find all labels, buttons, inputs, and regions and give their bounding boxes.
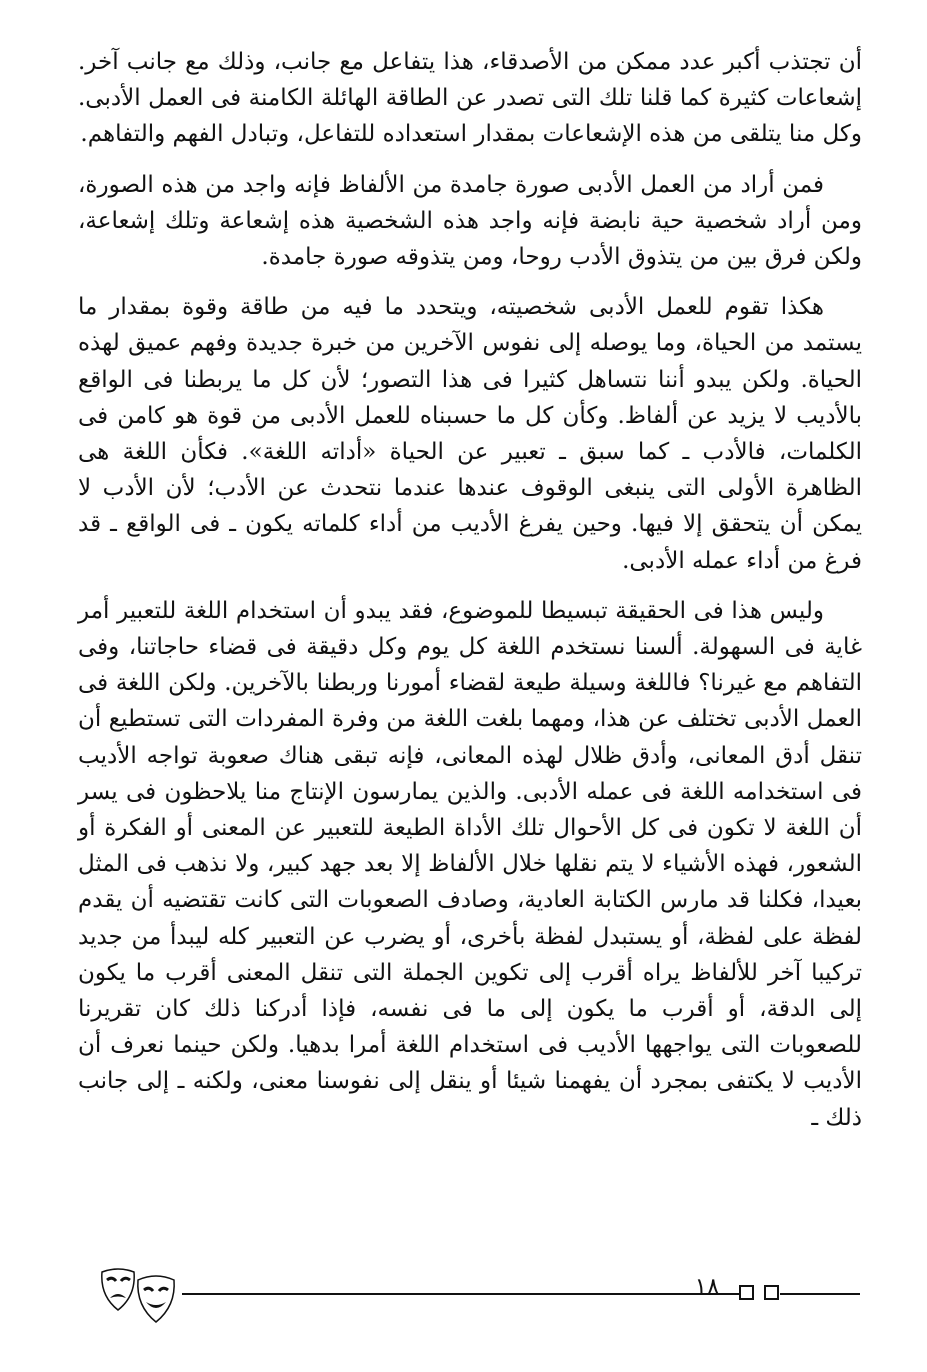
page-number: ١٨ xyxy=(694,1274,720,1300)
footer-square-left xyxy=(739,1285,754,1300)
comedy-tragedy-masks-icon xyxy=(98,1262,180,1328)
footer-rule-right xyxy=(780,1293,860,1295)
page-body xyxy=(78,44,862,1150)
footer-square-right xyxy=(764,1285,779,1300)
page-footer xyxy=(80,1262,870,1332)
paragraph-1: أن تجتذب أكبر عدد ممكن من الأصدقاء، هذا يتفاعل مع جانب، وذلك مع جانب آخر. إشعاعات كثيرة كما قلنا تلك التى تصدر عن الطاقة الهائلة الكامنة فى العمل الأدبى. وكل منا يتلقى من هذه الإشعاعات بمقدار استعداده للتفاعل، وتبادل الفهم والتفاهم. xyxy=(78,49,862,148)
footer-rule-left xyxy=(182,1293,740,1295)
paragraph-2: فمن أراد من العمل الأدبى صورة جامدة من الألفاظ فإنه واجد من هذه الصورة، ومن أراد شخصية حية نابضة فإنه واجد هذه الشخصية هذه إشعاعة وتلك إشعاعة، ولكن فرق بين من يتذوق الأدب روحا، ومن يتذوقه صورة جامدة. xyxy=(78,171,862,271)
paragraph-3: هكذا تقوم للعمل الأدبى شخصيته، ويتحدد ما فيه من طاقة وقوة بمقدار ما يستمد من الحياة، وما يوصله إلى نفوس الآخرين من خبرة جديدة وفهم عميق لهذه الحياة. ولكن يبدو أننا نتساهل كثيرا فى هذا التصور؛ لأن كل ما يربطنا فى الواقع بالأديب لا يزيد عن ألفاظ. وكأن كل ما حسبناه للعمل الأدبى من قوة هو كامن فى الكلمات، فالأدب ـ كما سبق ـ تعبير عن الحياة «أداته اللغة». فكأن اللغة هى الظاهرة الأولى التى ينبغى الوقوف عندها عندما نتحدث عن الأدب؛ لأن الأدب لا يمكن أن يتحقق إلا فيها. وحين يفرغ الأديب من أداء كلماته يكون ـ فى الواقع ـ قد فرغ من أداء عمله الأدبى. xyxy=(78,294,862,574)
paragraph-4: وليس هذا فى الحقيقة تبسيطا للموضوع، فقد يبدو أن استخدام اللغة للتعبير أمر غاية فى السهولة. ألسنا نستخدم اللغة كل يوم وكل دقيقة فى قضاء حاجاتنا، وفى التفاهم مع غيرنا؟ فاللغة وسيلة طيعة لقضاء أمورنا وربطنا بالآخرين. ولكن اللغة فى العمل الأدبى تختلف عن هذا، ومهما بلغت اللغة من وفرة المفردات التى تستطيع أن تنقل أدق المعانى، وأدق ظلال لهذه المعانى، فإنه تبقى هناك صعوبة تواجه الأديب فى استخدامه اللغة فى عمله الأدبى. والذين يمارسون الإنتاج منا يلاحظون فى يسر أن اللغة لا تكون فى كل الأحوال تلك الأداة الطيعة للتعبير عن المعنى أو الفكرة أو الشعور، فهذه الأشياء لا يتم نقلها خلال الألفاظ إلا بعد جهد كبير، ولا نذهب فى المثل بعيدا، فكلنا قد مارس الكتابة العادية، وصادف الصعوبات التى كانت تقتضيه أن يقدم لفظة على لفظة، أو يستبدل لفظة بأخرى، أو يضرب عن التعبير كله ليبدأ من جديد تركيبا آخر للألفاظ يراه أقرب إلى تكوين الجملة التى تنقل المعنى أقرب ما يكون إلى الدقة، أو أقرب ما يكون إلى ما فى نفسه، فإذا أدركنا ذلك كان تقريرنا للصعوبات التى يواجهها الأديب فى استخدام اللغة أمرا بدهيا. ولكن حينما نعرف أن الأديب لا يكتفى بمجرد أن يفهمنا شيئا أو ينقل إلى نفوسنا معنى، ولكنه ـ إلى جانب ذلك ـ xyxy=(78,597,862,1131)
